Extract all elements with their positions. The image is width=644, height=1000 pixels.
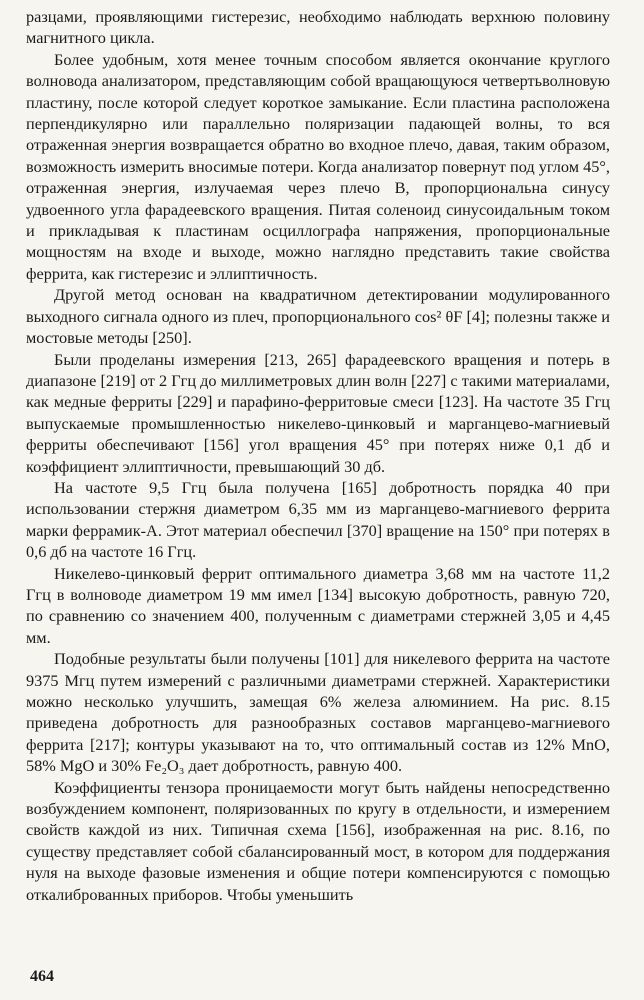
paragraph-8: Коэффициенты тензора проницаемости могут быть найдены непосредственно возбуждением компонент, поляризованных по кругу в отдельности, и измерением свойств каждой из них. Типичная схема [156], изображенная на рис. 8.16, по существу представляет собой сбалансированный мост, в котором для поддержания нуля на выходе фазовые изменения и общие потери компенсируются с помощью откалиброванных приборов. Чтобы уменьшить [26,777,610,904]
page-number: 464 [30,968,54,985]
page-body [26,6,610,905]
paragraph-7: Подобные результаты были получены [101] для никелевого феррита на частоте 9375 Мгц путем измерений с различными диаметрами стержней. Характеристики можно несколько улучшить, замещая 6% железа алюминием. На рис. 8.15 приведена добротность для разнообразных составов марганцево-магниевого феррита [217]; контуры указывают на то, что оптимальный состав из 12% MnO, 58% MgO и 30% Fe₂O₃ дает добротность, равную 400. [26,649,610,776]
paragraph-6: Никелево-цинковый феррит оптимального диаметра 3,68 мм на частоте 11,2 Ггц в волноводе диаметром 19 мм имел [134] высокую добротность, равную 720, по сравнению со значением 400, полученным с диаметрами стержней 3,05 и 4,45 мм. [26,563,610,647]
paragraph-4: Были проделаны измерения [213, 265] фарадеевского вращения и потерь в диапазоне [219] от 2 Ггц до миллиметровых длин волн [227] с такими материалами, как медные ферриты [229] и парафино-ферритовые смеси [123]. На частоте 35 Ггц выпускаемые промышленностью никелево-цинковый и марганцево-магниевый ферриты обеспечивают [156] угол вращения 45° при потерях ниже 0,1 дб и коэффициент эллиптичности, превышающий 30 дб. [26,349,610,476]
paragraph-1: разцами, проявляющими гистерезис, необходимо наблюдать верхнюю половину магнитного цикла. [26,7,610,48]
paragraph-3: Другой метод основан на квадратичном детектировании модулированного выходного сигнала одного из плеч, пропорционального cos² θF [4]; полезны также и мостовые методы [250]. [26,285,610,348]
paragraph-5: На частоте 9,5 Ггц была получена [165] добротность порядка 40 при использовании стержня диаметром 6,35 мм из марганцево-магниевого феррита марки феррамик-А. Этот материал обеспечил [370] вращение на 150° при потерях в 0,6 дб на частоте 16 Ггц. [26,477,610,562]
paragraph-2: Более удобным, хотя менее точным способом является окончание круглого волновода анализатором, представляющим собой вращающуюся четвертьволновую пластину, после которой следует короткое замыкание. Если пластина расположена перпендикулярно или параллельно поляризации падающей волны, то вся отраженная энергия возвращается обратно во входное плечо, давая, таким образом, возможность измерить вносимые потери. Когда анализатор повернут под углом 45°, отраженная энергия, излучаемая через плечо B, пропорциональна синусу удвоенного угла фарадеевского вращения. Питая соленоид синусоидальным током и прикладывая к пластинам осциллографа напряжения, пропорциональные мощностям на входе и выходе, можно наглядно представить такие свойства феррита, как гистерезис и эллиптичность. [26,49,610,283]
